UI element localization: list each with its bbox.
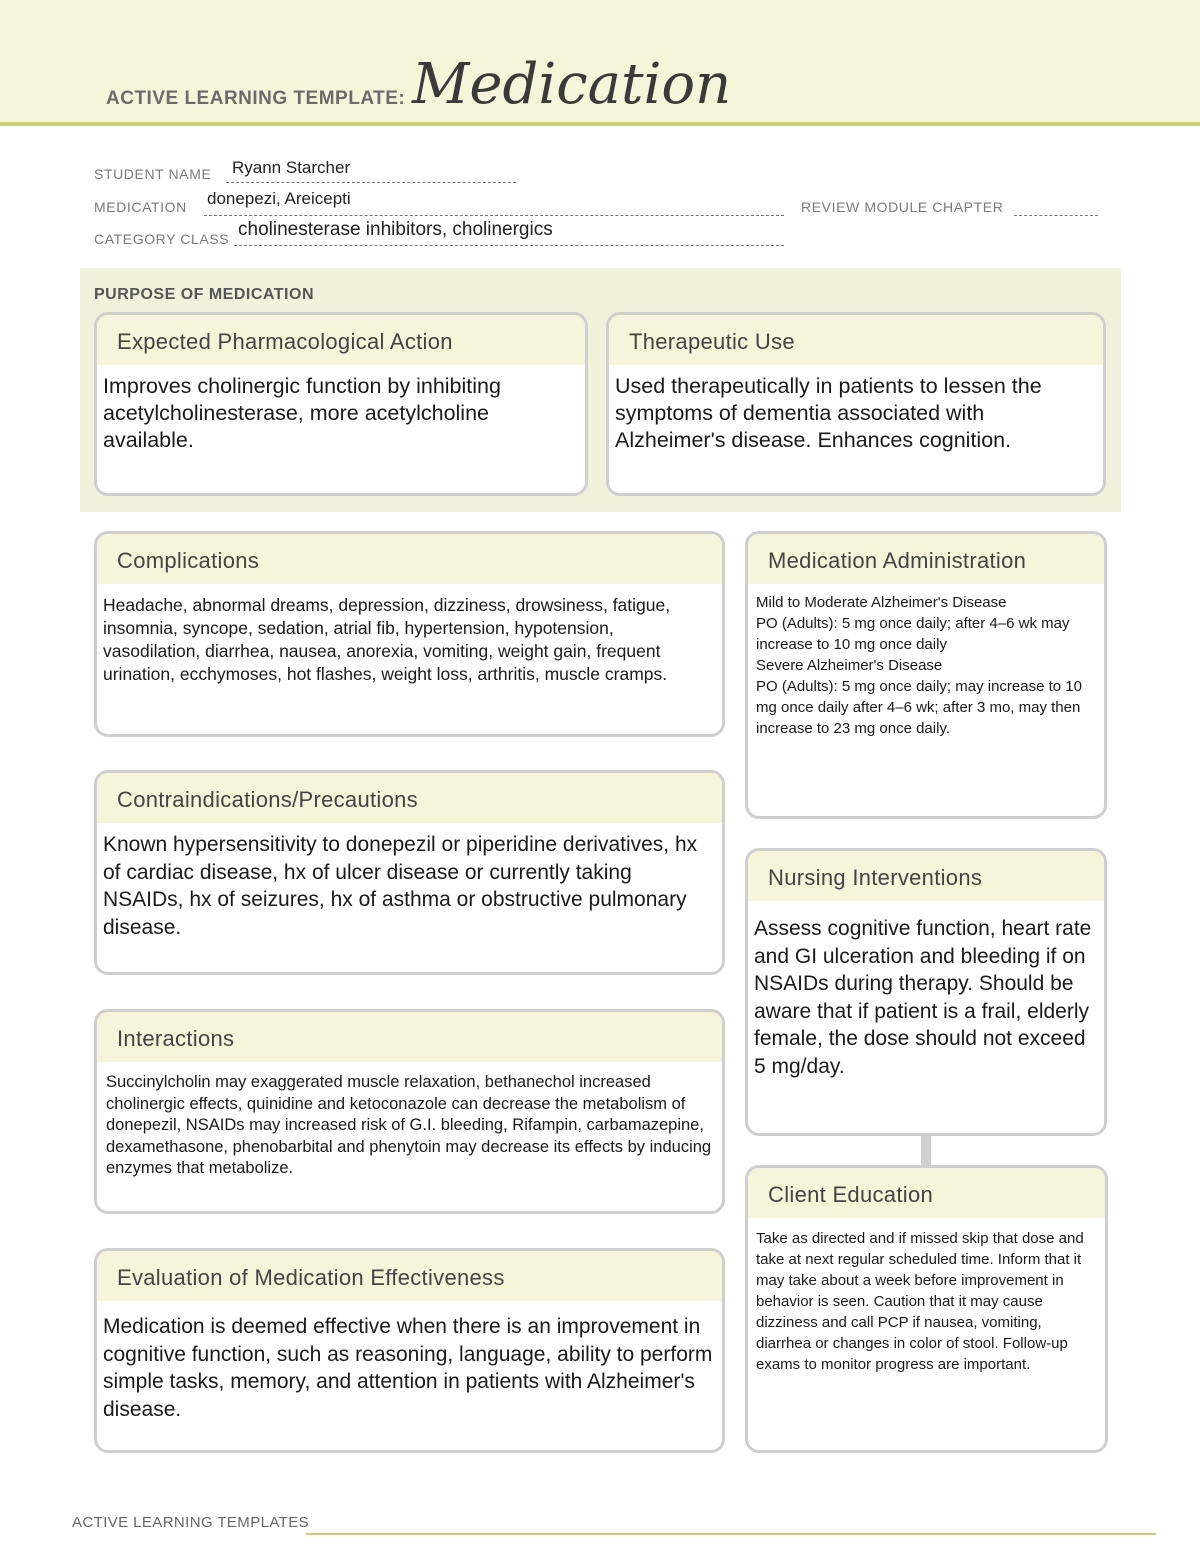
nursing-interventions-text[interactable]: Assess cognitive function, heart rate and GI ulceration and bleeding if on NSAIDs during therapy. Should be aware that if patient is a frail, elderly female, the dose should not exceed 5 mg/day. bbox=[754, 917, 1092, 1078]
interactions-box bbox=[94, 1009, 725, 1214]
category-class-line bbox=[234, 245, 784, 246]
medication-label: MEDICATION bbox=[94, 199, 187, 215]
evaluation-title: Evaluation of Medication Effectiveness bbox=[97, 1251, 722, 1301]
contraindications-text[interactable]: Known hypersensitivity to donepezil or piperidine derivatives, hx of cardiac disease, hx of ulcer disease or currently taking NSAIDs, hx of seizures, hx of asthma or obstructive pulmonary disease. bbox=[103, 833, 698, 939]
review-module-line bbox=[1014, 215, 1098, 216]
interactions-title: Interactions bbox=[97, 1012, 722, 1062]
medication-line bbox=[204, 215, 784, 216]
evaluation-box bbox=[94, 1248, 725, 1453]
nursing-interventions-title: Nursing Interventions bbox=[748, 851, 1104, 901]
purpose-label: PURPOSE OF MEDICATION bbox=[94, 286, 314, 303]
student-name-field[interactable]: Ryann Starcher bbox=[232, 158, 351, 177]
connector-bar bbox=[921, 1134, 931, 1166]
expected-action-box bbox=[94, 312, 588, 496]
footer-rule bbox=[306, 1533, 1156, 1535]
review-module-label: REVIEW MODULE CHAPTER bbox=[801, 199, 1004, 215]
client-education-text[interactable]: Take as directed and if missed skip that dose and take at next regular scheduled time. Inform that it may take about a week before improvement in behavior is seen. Caution that it may cause dizziness and call PCP if nausea, vomiting, diarrhea or changes in color of stool. Follow-up exams to monitor progress are important. bbox=[756, 1230, 1084, 1373]
therapeutic-use-text[interactable]: Used therapeutically in patients to lessen the symptoms of dementia associated with Alzheimer's disease. Enhances cognition. bbox=[615, 374, 1042, 452]
medication-administration-text[interactable]: Mild to Moderate Alzheimer's Disease PO (Adults): 5 mg once daily; after 4–6 wk may increase to 10 mg once daily Severe Alzheimer's Disease PO (Adults): 5 mg once daily; may increase to 10 mg once daily after 4–6 wk; after 3 mo, may then increase to 23 mg once daily. bbox=[756, 594, 1082, 737]
nursing-interventions-box bbox=[745, 848, 1107, 1136]
complications-title: Complications bbox=[97, 534, 722, 584]
medication-administration-box bbox=[745, 531, 1107, 819]
complications-box bbox=[94, 531, 725, 737]
footer-label: ACTIVE LEARNING TEMPLATES bbox=[72, 1514, 309, 1531]
complications-text[interactable]: Headache, abnormal dreams, depression, dizziness, drowsiness, fatigue, insomnia, syncope, sedation, atrial fib, hypertension, hypotension, vasodilation, diarrhea, nausea, anorexia, vomiting, weight gain, frequent urination, ecchymoses, hot flashes, weight loss, arthritis, muscle cramps. bbox=[103, 595, 671, 684]
client-education-box bbox=[745, 1165, 1108, 1453]
interactions-text[interactable]: Succinylcholin may exaggerated muscle relaxation, bethanechol increased cholinergic effects, quinidine and ketoconazole can decrease the metabolism of donepezil, NSAIDs may increased risk of G.I. bleeding, Rifampin, carbamazepine, dexamethasone, phenobarbital and phenytoin may decrease its effects by inducing enzymes that metabolize. bbox=[106, 1073, 712, 1177]
therapeutic-use-box bbox=[606, 312, 1106, 496]
expected-action-text[interactable]: Improves cholinergic function by inhibiting acetylcholinesterase, more acetylcholine available. bbox=[103, 374, 501, 452]
client-education-title: Client Education bbox=[748, 1168, 1105, 1218]
student-name-label: STUDENT NAME bbox=[94, 166, 212, 182]
evaluation-text[interactable]: Medication is deemed effective when there is an improvement in cognitive function, such as reasoning, language, ability to perform simple tasks, memory, and attention in patients with Alzheimer's disease. bbox=[103, 1315, 713, 1421]
contraindications-box bbox=[94, 770, 725, 975]
student-name-line bbox=[226, 182, 516, 183]
expected-action-title: Expected Pharmacological Action bbox=[97, 315, 585, 365]
template-title: Medication bbox=[412, 52, 732, 117]
medication-field[interactable]: donepezi, Areicepti bbox=[207, 189, 351, 208]
category-class-field[interactable]: cholinesterase inhibitors, cholinergics bbox=[238, 219, 553, 240]
therapeutic-use-title: Therapeutic Use bbox=[609, 315, 1103, 365]
medication-administration-title: Medication Administration bbox=[748, 534, 1104, 584]
category-class-label: CATEGORY CLASS bbox=[94, 231, 230, 247]
template-label: ACTIVE LEARNING TEMPLATE: bbox=[106, 88, 406, 109]
contraindications-title: Contraindications/Precautions bbox=[97, 773, 722, 823]
